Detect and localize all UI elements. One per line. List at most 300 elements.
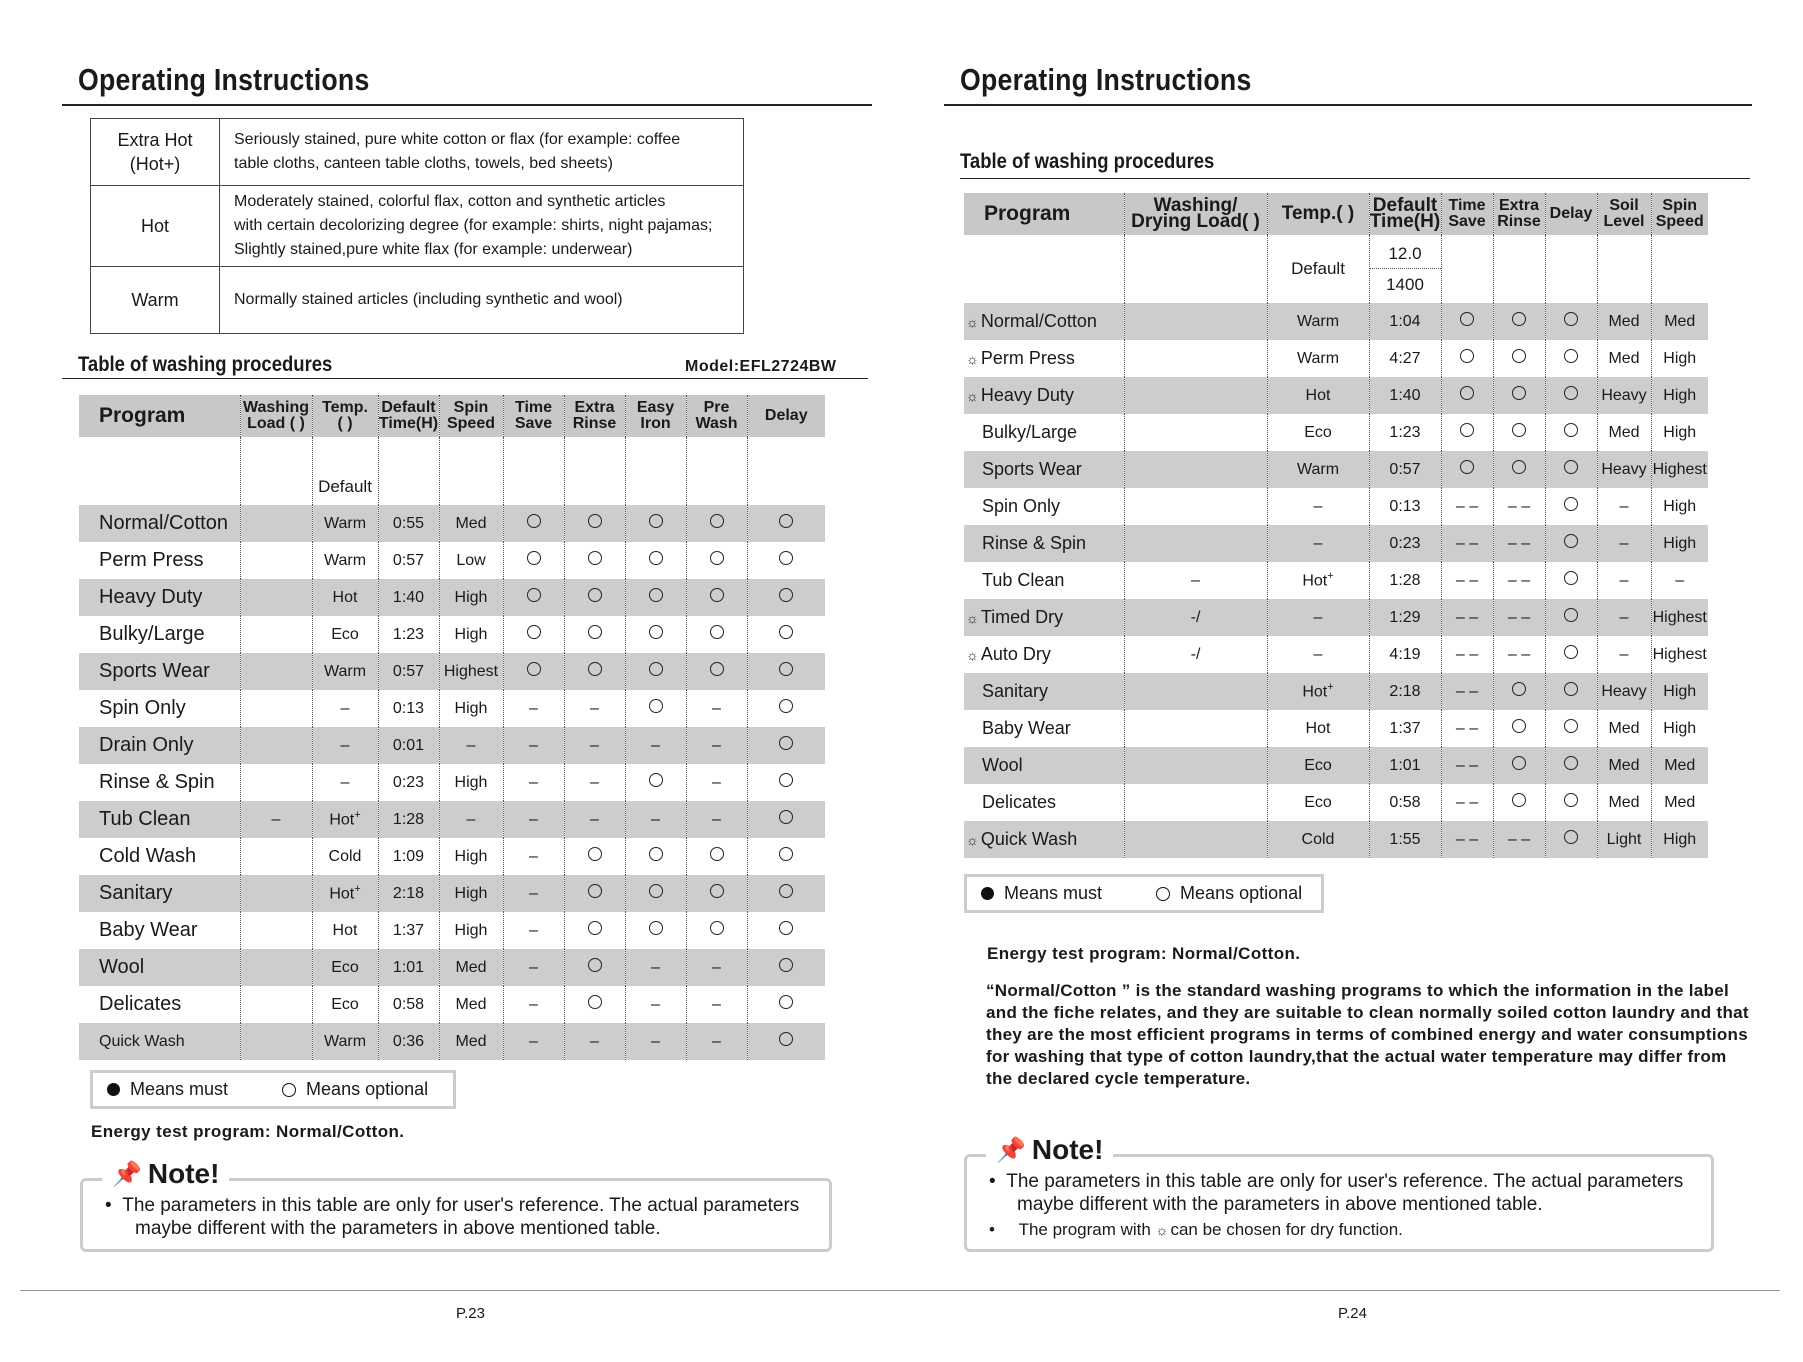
table-cell bbox=[564, 838, 625, 875]
table-cell bbox=[747, 1023, 825, 1060]
table-cell bbox=[747, 801, 825, 838]
table-cell bbox=[1441, 303, 1493, 340]
table-cell: -/ bbox=[1124, 636, 1267, 673]
table-cell: Med bbox=[439, 986, 503, 1023]
table-title: Table of washing procedures bbox=[960, 150, 1215, 173]
open-circle-icon bbox=[527, 514, 541, 528]
open-circle-icon bbox=[649, 699, 663, 713]
table-cell: High bbox=[439, 690, 503, 727]
open-circle-icon bbox=[779, 662, 793, 676]
column-header: Default Time(H) bbox=[378, 395, 439, 437]
table-cell bbox=[1493, 414, 1545, 451]
default-row bbox=[964, 235, 1708, 303]
table-cell bbox=[1124, 377, 1267, 414]
table-cell bbox=[564, 505, 625, 542]
table-cell bbox=[503, 542, 564, 579]
table-cell bbox=[1545, 673, 1597, 710]
table-cell: – bbox=[312, 690, 378, 727]
open-circle-icon bbox=[1564, 719, 1578, 733]
table-cell bbox=[686, 912, 747, 949]
table-row bbox=[79, 801, 825, 838]
program-name: Spin Only bbox=[99, 697, 186, 719]
open-circle-icon bbox=[588, 514, 602, 528]
table-cell bbox=[503, 653, 564, 690]
table-cell: – – bbox=[1441, 636, 1493, 673]
table-cell bbox=[1441, 340, 1493, 377]
column-header: Program bbox=[79, 395, 240, 437]
table-cell bbox=[747, 986, 825, 1023]
footer-rule bbox=[20, 1290, 1780, 1291]
table-row bbox=[964, 303, 1708, 340]
column-header: Extra Rinse bbox=[564, 395, 625, 437]
note-heading: 📌 Note! bbox=[102, 1158, 229, 1190]
table-cell: – bbox=[1597, 488, 1651, 525]
open-circle-icon bbox=[710, 847, 724, 861]
table-cell bbox=[240, 875, 312, 912]
table-cell bbox=[625, 579, 686, 616]
temperature-description: Seriously stained, pure white cotton or flax (for example: coffee table cloths, canteen table cloths, towels, bed sheets) bbox=[220, 119, 744, 186]
table-cell: High bbox=[1651, 488, 1708, 525]
open-circle-icon bbox=[779, 514, 793, 528]
temperature-level: Extra Hot (Hot+) bbox=[91, 119, 220, 186]
table-cell: Med bbox=[1597, 303, 1651, 340]
table-cell bbox=[1441, 414, 1493, 451]
table-cell: 1:09 bbox=[378, 838, 439, 875]
table-cell bbox=[747, 838, 825, 875]
table-cell: Low bbox=[439, 542, 503, 579]
table-cell bbox=[240, 838, 312, 875]
table-cell: 0:23 bbox=[1369, 525, 1441, 562]
sun-icon: ☼ bbox=[966, 314, 979, 330]
open-circle-icon bbox=[588, 921, 602, 935]
table-cell: Light bbox=[1597, 821, 1651, 858]
open-circle-icon bbox=[779, 551, 793, 565]
table-cell: – bbox=[686, 986, 747, 1023]
table-cell: – bbox=[1597, 599, 1651, 636]
program-name: Wool bbox=[964, 747, 1124, 784]
table-cell bbox=[686, 838, 747, 875]
program-name: Sanitary bbox=[964, 673, 1124, 710]
table-cell bbox=[1493, 784, 1545, 821]
table-cell: – – bbox=[1441, 599, 1493, 636]
table-cell bbox=[240, 653, 312, 690]
table-cell bbox=[564, 579, 625, 616]
open-circle-icon bbox=[527, 625, 541, 639]
table-cell: Warm bbox=[1267, 340, 1369, 377]
table-cell: – bbox=[1267, 525, 1369, 562]
table-cell bbox=[564, 912, 625, 949]
sun-icon: ☼ bbox=[966, 610, 979, 626]
table-cell: – bbox=[503, 838, 564, 875]
table-cell bbox=[1493, 303, 1545, 340]
table-row bbox=[79, 949, 825, 986]
note-bullet-1: • The parameters in this table are only for user's reference. The actual parameters bbox=[989, 1171, 1684, 1192]
table-cell: – – bbox=[1441, 710, 1493, 747]
table-row bbox=[964, 414, 1708, 451]
table-cell: – bbox=[503, 949, 564, 986]
table-cell bbox=[1545, 821, 1597, 858]
program-name: Wool bbox=[79, 949, 240, 986]
table-cell bbox=[1124, 340, 1267, 377]
table-cell bbox=[1545, 525, 1597, 562]
program-name: ☼ Heavy Duty bbox=[964, 377, 1124, 414]
open-circle-icon bbox=[1564, 682, 1578, 696]
table-cell bbox=[564, 986, 625, 1023]
column-header: Spin Speed bbox=[439, 395, 503, 437]
table-cell bbox=[1493, 340, 1545, 377]
column-header: Soil Level bbox=[1597, 193, 1651, 235]
open-circle-icon bbox=[588, 551, 602, 565]
table-cell bbox=[1545, 562, 1597, 599]
default-time-values: 12.0 1400 bbox=[1369, 235, 1441, 303]
table-cell: Hot bbox=[312, 579, 378, 616]
table-cell: 1:37 bbox=[1369, 710, 1441, 747]
open-circle-icon bbox=[710, 625, 724, 639]
table-cell: 1:37 bbox=[378, 912, 439, 949]
open-circle-icon bbox=[710, 588, 724, 602]
open-circle-icon bbox=[1564, 497, 1578, 511]
table-cell bbox=[1124, 673, 1267, 710]
table-cell: Cold bbox=[312, 838, 378, 875]
table-cell: Med bbox=[1597, 784, 1651, 821]
table-cell bbox=[625, 505, 686, 542]
open-circle-icon bbox=[1512, 460, 1526, 474]
table-cell: High bbox=[439, 616, 503, 653]
table-cell: Highest bbox=[1651, 636, 1708, 673]
table-cell bbox=[564, 653, 625, 690]
table-cell bbox=[625, 838, 686, 875]
table-cell bbox=[1545, 747, 1597, 784]
program-name: Delicates bbox=[99, 993, 182, 1015]
open-circle-icon bbox=[1512, 386, 1526, 400]
open-circle-icon bbox=[1564, 756, 1578, 770]
column-header: Delay bbox=[1545, 193, 1597, 235]
table-cell: – bbox=[503, 1023, 564, 1060]
table-cell: High bbox=[1651, 414, 1708, 451]
table-row bbox=[964, 710, 1708, 747]
open-circle-icon bbox=[1564, 645, 1578, 659]
table-cell: Heavy bbox=[1597, 451, 1651, 488]
legend-box bbox=[964, 874, 1324, 913]
table-cell: – bbox=[564, 727, 625, 764]
table-cell bbox=[625, 690, 686, 727]
table-cell: Hot+ bbox=[1267, 562, 1369, 599]
table-cell: – bbox=[625, 1023, 686, 1060]
table-cell bbox=[240, 949, 312, 986]
temperature-row bbox=[91, 186, 744, 267]
washing-procedures-table bbox=[79, 395, 825, 1060]
open-circle-icon bbox=[588, 995, 602, 1009]
table-cell bbox=[1545, 636, 1597, 673]
program-name: ☼ Normal/Cotton bbox=[964, 303, 1124, 340]
note-line-2: maybe different with the parameters in above mentioned table. bbox=[135, 1218, 661, 1239]
table-row bbox=[964, 377, 1708, 414]
page-right bbox=[900, 0, 1803, 1362]
open-circle-icon bbox=[1564, 386, 1578, 400]
open-circle-icon bbox=[1564, 608, 1578, 622]
table-row bbox=[79, 838, 825, 875]
table-cell: – – bbox=[1441, 525, 1493, 562]
table-cell bbox=[625, 912, 686, 949]
table-cell bbox=[240, 912, 312, 949]
table-cell: – bbox=[503, 875, 564, 912]
open-circle-icon bbox=[779, 773, 793, 787]
pushpin-icon: 📌 bbox=[112, 1160, 142, 1188]
table-cell: 0:13 bbox=[378, 690, 439, 727]
table-cell: 0:36 bbox=[378, 1023, 439, 1060]
table-cell bbox=[1124, 821, 1267, 858]
legend-must: Means must bbox=[1004, 883, 1103, 903]
subhead-rule bbox=[960, 178, 1750, 179]
table-cell: Hot bbox=[312, 912, 378, 949]
table-cell: – – bbox=[1441, 821, 1493, 858]
open-circle-icon bbox=[527, 588, 541, 602]
table-cell bbox=[1124, 747, 1267, 784]
open-circle-icon bbox=[710, 884, 724, 898]
table-cell bbox=[747, 764, 825, 801]
open-circle-icon bbox=[649, 773, 663, 787]
table-cell: High bbox=[439, 875, 503, 912]
open-circle-icon bbox=[1564, 534, 1578, 548]
program-name: Heavy Duty bbox=[79, 579, 240, 616]
open-circle-icon bbox=[779, 625, 793, 639]
table-cell bbox=[1493, 451, 1545, 488]
energy-test-program: Energy test program: Normal/Cotton. bbox=[987, 944, 1301, 963]
program-name: ☼ Quick Wash bbox=[964, 821, 1124, 858]
table-cell: Hot bbox=[1267, 377, 1369, 414]
table-cell bbox=[564, 616, 625, 653]
program-name: Rinse & Spin bbox=[964, 525, 1124, 562]
table-cell: High bbox=[1651, 377, 1708, 414]
table-cell: – bbox=[686, 764, 747, 801]
open-circle-icon bbox=[1512, 719, 1526, 733]
program-name: Sports Wear bbox=[964, 451, 1124, 488]
default-label: Default bbox=[312, 437, 378, 505]
table-cell: Warm bbox=[312, 542, 378, 579]
table-cell: 4:19 bbox=[1369, 636, 1441, 673]
table-cell bbox=[240, 986, 312, 1023]
program-name: Baby Wear bbox=[99, 919, 198, 941]
table-cell: 1:40 bbox=[378, 579, 439, 616]
table-cell bbox=[1545, 414, 1597, 451]
table-cell: – bbox=[240, 801, 312, 838]
sun-icon: ☼ bbox=[966, 388, 979, 404]
open-circle-icon bbox=[588, 884, 602, 898]
table-cell: – – bbox=[1441, 747, 1493, 784]
table-row bbox=[964, 673, 1708, 710]
table-cell: Hot+ bbox=[312, 875, 378, 912]
table-cell: Eco bbox=[312, 616, 378, 653]
program-name: Spin Only bbox=[982, 496, 1061, 516]
table-cell: – – bbox=[1493, 599, 1545, 636]
open-circle-icon bbox=[779, 736, 793, 750]
table-cell: Med bbox=[439, 505, 503, 542]
note-box bbox=[964, 1154, 1714, 1252]
table-cell: – – bbox=[1441, 488, 1493, 525]
table-cell: Med bbox=[1651, 784, 1708, 821]
open-circle-icon bbox=[1460, 386, 1474, 400]
table-cell: – bbox=[503, 986, 564, 1023]
table-row bbox=[79, 653, 825, 690]
table-cell: – bbox=[503, 764, 564, 801]
open-circle-icon bbox=[282, 1083, 296, 1097]
page-number: P.24 bbox=[1338, 1305, 1367, 1322]
subhead-rule bbox=[62, 378, 868, 379]
table-cell bbox=[686, 653, 747, 690]
table-cell bbox=[1545, 377, 1597, 414]
table-cell: – bbox=[625, 727, 686, 764]
table-cell bbox=[747, 542, 825, 579]
table-cell bbox=[240, 727, 312, 764]
table-cell bbox=[686, 875, 747, 912]
column-header: Program bbox=[964, 193, 1124, 235]
table-cell: – bbox=[686, 801, 747, 838]
column-header: Temp.( ) bbox=[1267, 193, 1369, 235]
table-cell: High bbox=[1651, 710, 1708, 747]
table-cell: 1:01 bbox=[378, 949, 439, 986]
sun-icon: ☼ bbox=[1155, 1222, 1169, 1238]
table-cell: – – bbox=[1493, 525, 1545, 562]
table-cell: Warm bbox=[312, 653, 378, 690]
open-circle-icon bbox=[527, 662, 541, 676]
table-cell bbox=[686, 542, 747, 579]
model-number: Model:EFL2724BW bbox=[685, 358, 837, 375]
legend-must: Means must bbox=[130, 1079, 229, 1099]
temperature-description: Normally stained articles (including synthetic and wool) bbox=[220, 267, 744, 334]
filled-circle-icon bbox=[107, 1083, 120, 1096]
table-cell: – bbox=[503, 727, 564, 764]
note-line-2: maybe different with the parameters in above mentioned table. bbox=[1017, 1194, 1543, 1215]
open-circle-icon bbox=[588, 958, 602, 972]
title-rule bbox=[944, 104, 1752, 106]
table-cell: Eco bbox=[1267, 414, 1369, 451]
table-cell: – bbox=[564, 690, 625, 727]
table-cell bbox=[625, 616, 686, 653]
table-cell bbox=[747, 579, 825, 616]
page-left bbox=[0, 0, 900, 1362]
program-name: ☼ Auto Dry bbox=[966, 644, 1051, 664]
table-cell bbox=[747, 505, 825, 542]
column-header: Easy Iron bbox=[625, 395, 686, 437]
note-bullet-2: • The program with ☼ can be chosen for dry function. bbox=[989, 1220, 1403, 1239]
open-circle-icon bbox=[1564, 830, 1578, 844]
table-row bbox=[79, 1023, 825, 1060]
table-cell: 1:23 bbox=[1369, 414, 1441, 451]
table-cell bbox=[1493, 710, 1545, 747]
table-cell: -/ bbox=[1124, 599, 1267, 636]
table-cell: – bbox=[564, 801, 625, 838]
table-row bbox=[79, 764, 825, 801]
table-cell: 0:57 bbox=[378, 542, 439, 579]
column-header: Pre Wash bbox=[686, 395, 747, 437]
table-cell: Med bbox=[439, 949, 503, 986]
column-header: Default Time(H) bbox=[1369, 193, 1441, 235]
open-circle-icon bbox=[649, 884, 663, 898]
temperature-row bbox=[91, 119, 744, 186]
column-header: Washing/ Drying Load( ) bbox=[1124, 193, 1267, 235]
program-name: Rinse & Spin bbox=[99, 771, 215, 793]
table-cell bbox=[625, 653, 686, 690]
table-cell: – bbox=[1651, 562, 1708, 599]
table-title: Table of washing procedures bbox=[78, 353, 333, 376]
table-cell: Highest bbox=[439, 653, 503, 690]
open-circle-icon bbox=[779, 995, 793, 1009]
column-header: Washing Load ( ) bbox=[240, 395, 312, 437]
page-title: Operating Instructions bbox=[78, 62, 370, 97]
open-circle-icon bbox=[649, 551, 663, 565]
open-circle-icon bbox=[527, 551, 541, 565]
column-header: Temp. ( ) bbox=[312, 395, 378, 437]
table-cell: Eco bbox=[1267, 747, 1369, 784]
table-cell: – bbox=[312, 727, 378, 764]
table-cell: – – bbox=[1493, 562, 1545, 599]
table-cell bbox=[564, 949, 625, 986]
table-row bbox=[79, 875, 825, 912]
table-cell: – bbox=[564, 764, 625, 801]
sun-icon: ☼ bbox=[966, 647, 979, 663]
table-cell bbox=[240, 542, 312, 579]
table-cell: 0:58 bbox=[1369, 784, 1441, 821]
table-row bbox=[79, 727, 825, 764]
table-cell bbox=[240, 690, 312, 727]
table-cell: – bbox=[1267, 488, 1369, 525]
table-cell: 1:40 bbox=[1369, 377, 1441, 414]
open-circle-icon bbox=[779, 588, 793, 602]
open-circle-icon bbox=[1512, 349, 1526, 363]
table-cell: Med bbox=[1597, 747, 1651, 784]
table-cell bbox=[503, 616, 564, 653]
table-cell: 0:58 bbox=[378, 986, 439, 1023]
open-circle-icon bbox=[1512, 423, 1526, 437]
table-cell bbox=[1441, 377, 1493, 414]
table-cell: High bbox=[1651, 525, 1708, 562]
table-cell bbox=[1493, 377, 1545, 414]
open-circle-icon bbox=[1564, 423, 1578, 437]
table-cell: 0:57 bbox=[1369, 451, 1441, 488]
table-cell bbox=[1545, 303, 1597, 340]
table-row bbox=[964, 562, 1708, 599]
open-circle-icon bbox=[588, 847, 602, 861]
sun-icon: ☼ bbox=[966, 351, 979, 367]
table-cell: 1:01 bbox=[1369, 747, 1441, 784]
open-circle-icon bbox=[1460, 460, 1474, 474]
table-cell: 2:18 bbox=[378, 875, 439, 912]
table-cell: Heavy bbox=[1597, 673, 1651, 710]
table-row bbox=[79, 542, 825, 579]
table-cell: 0:55 bbox=[378, 505, 439, 542]
table-cell bbox=[625, 764, 686, 801]
program-name: ☼ Timed Dry bbox=[964, 599, 1124, 636]
pushpin-icon: 📌 bbox=[996, 1136, 1026, 1164]
program-name: ☼ Perm Press bbox=[966, 348, 1075, 368]
program-name: Bulky/Large bbox=[982, 422, 1078, 442]
column-header: Time Save bbox=[1441, 193, 1493, 235]
table-cell bbox=[1545, 710, 1597, 747]
table-cell: – – bbox=[1493, 636, 1545, 673]
table-cell: Med bbox=[1651, 747, 1708, 784]
table-cell: 1:28 bbox=[378, 801, 439, 838]
open-circle-icon bbox=[1512, 793, 1526, 807]
open-circle-icon bbox=[1156, 887, 1170, 901]
table-cell bbox=[240, 505, 312, 542]
table-cell bbox=[1493, 673, 1545, 710]
table-cell: 1:23 bbox=[378, 616, 439, 653]
table-cell bbox=[503, 505, 564, 542]
table-cell bbox=[240, 764, 312, 801]
table-cell: 0:13 bbox=[1369, 488, 1441, 525]
table-cell: Eco bbox=[312, 986, 378, 1023]
table-cell: – bbox=[1597, 636, 1651, 673]
